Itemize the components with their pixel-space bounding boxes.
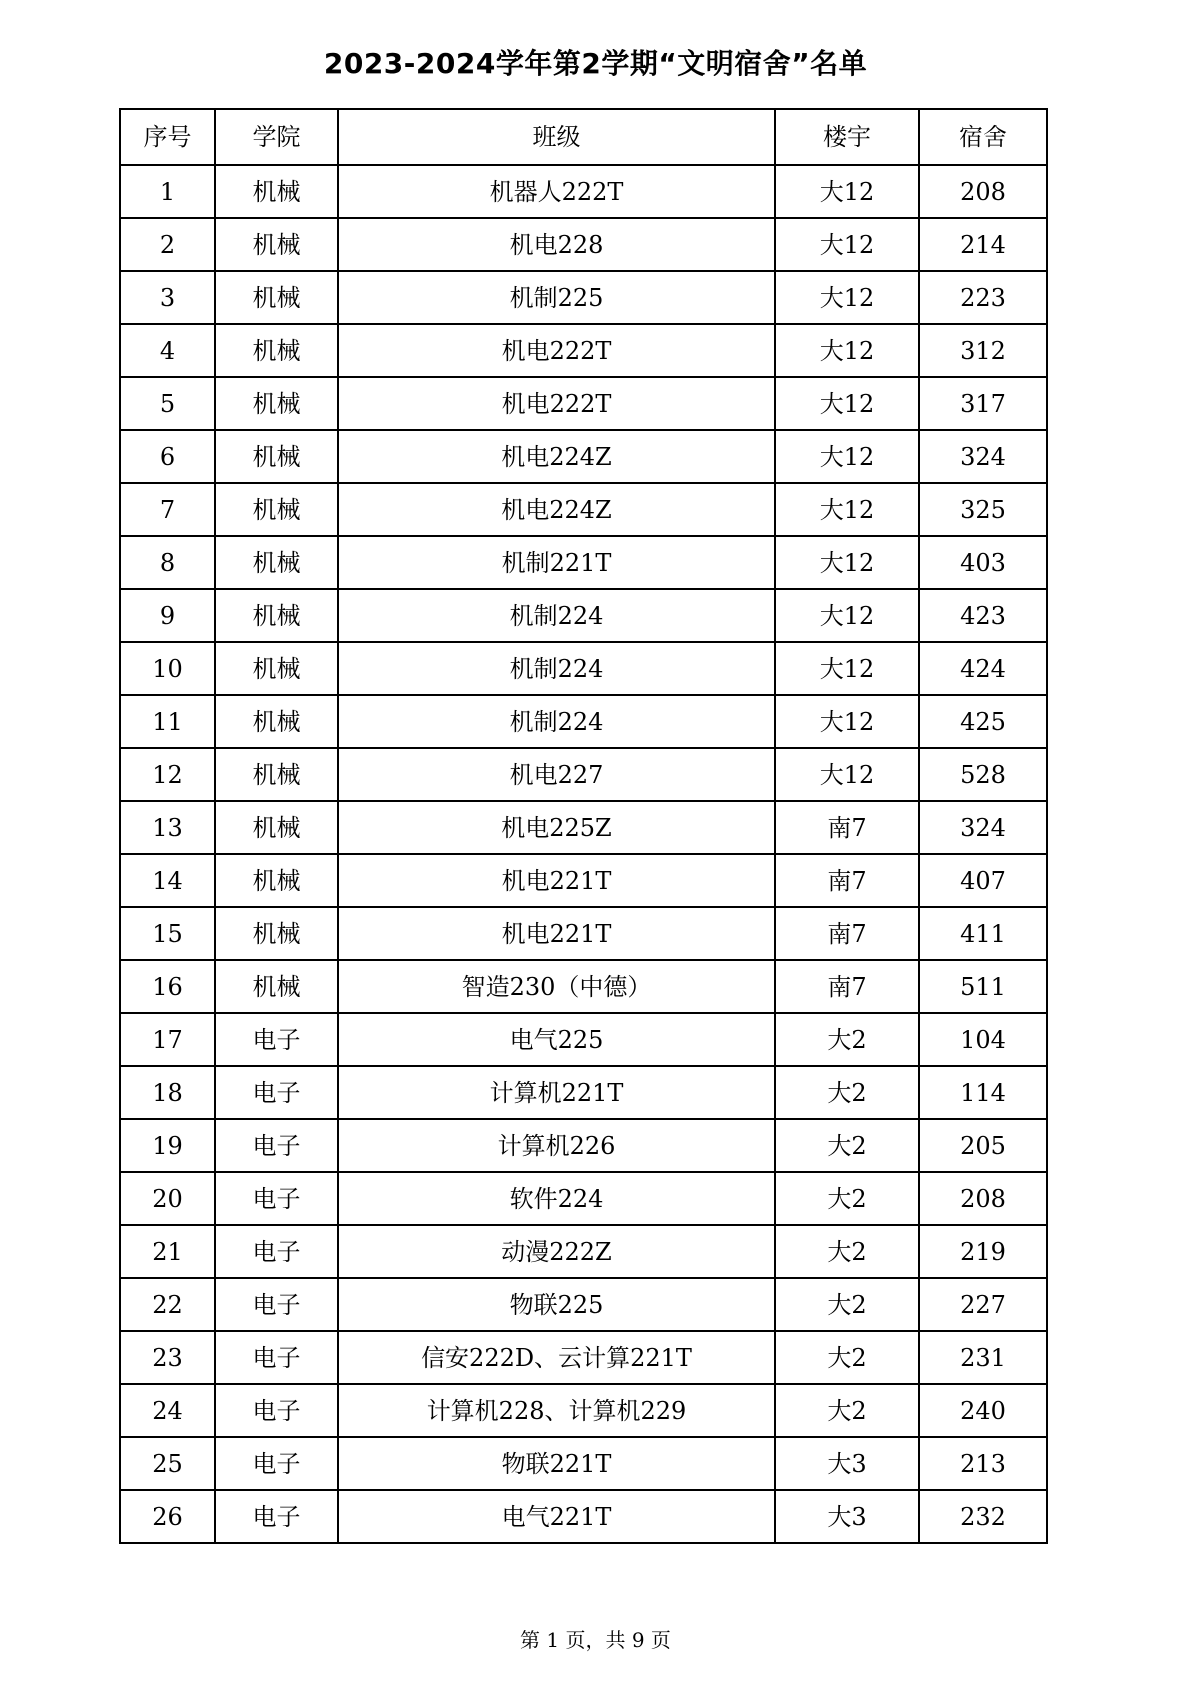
dormitory-table xyxy=(119,108,1048,1544)
cell-class: 机电224Z xyxy=(338,430,775,483)
cell-class: 电气225 xyxy=(338,1013,775,1066)
cell-room: 325 xyxy=(919,483,1047,536)
cell-college: 电子 xyxy=(215,1384,338,1437)
table-row xyxy=(120,430,1047,483)
cell-room: 317 xyxy=(919,377,1047,430)
cell-index: 14 xyxy=(120,854,215,907)
cell-building: 大3 xyxy=(775,1437,919,1490)
cell-college: 机械 xyxy=(215,642,338,695)
cell-index: 26 xyxy=(120,1490,215,1543)
cell-room: 411 xyxy=(919,907,1047,960)
cell-building: 大2 xyxy=(775,1066,919,1119)
cell-index: 23 xyxy=(120,1331,215,1384)
cell-class: 机电228 xyxy=(338,218,775,271)
cell-class: 机器人222T xyxy=(338,165,775,218)
cell-class: 物联221T xyxy=(338,1437,775,1490)
cell-index: 20 xyxy=(120,1172,215,1225)
cell-room: 114 xyxy=(919,1066,1047,1119)
cell-room: 240 xyxy=(919,1384,1047,1437)
cell-index: 5 xyxy=(120,377,215,430)
cell-index: 7 xyxy=(120,483,215,536)
table-row xyxy=(120,218,1047,271)
cell-class: 机电227 xyxy=(338,748,775,801)
cell-room: 424 xyxy=(919,642,1047,695)
cell-index: 8 xyxy=(120,536,215,589)
cell-index: 25 xyxy=(120,1437,215,1490)
cell-class: 计算机221T xyxy=(338,1066,775,1119)
cell-college: 机械 xyxy=(215,483,338,536)
cell-college: 机械 xyxy=(215,854,338,907)
page-footer: 第 1 页，共 9 页 xyxy=(520,1628,671,1652)
table-row xyxy=(120,960,1047,1013)
table-row xyxy=(120,1490,1047,1543)
cell-building: 大12 xyxy=(775,589,919,642)
cell-class: 机电225Z xyxy=(338,801,775,854)
table-row xyxy=(120,801,1047,854)
cell-college: 机械 xyxy=(215,748,338,801)
cell-building: 南7 xyxy=(775,801,919,854)
cell-building: 大2 xyxy=(775,1331,919,1384)
cell-class: 计算机226 xyxy=(338,1119,775,1172)
cell-college: 电子 xyxy=(215,1490,338,1543)
table-row xyxy=(120,1066,1047,1119)
cell-index: 19 xyxy=(120,1119,215,1172)
cell-building: 大3 xyxy=(775,1490,919,1543)
cell-room: 223 xyxy=(919,271,1047,324)
cell-building: 大2 xyxy=(775,1013,919,1066)
cell-index: 21 xyxy=(120,1225,215,1278)
cell-index: 24 xyxy=(120,1384,215,1437)
cell-college: 机械 xyxy=(215,324,338,377)
cell-room: 425 xyxy=(919,695,1047,748)
cell-college: 机械 xyxy=(215,165,338,218)
cell-index: 6 xyxy=(120,430,215,483)
cell-college: 电子 xyxy=(215,1172,338,1225)
cell-building: 大2 xyxy=(775,1225,919,1278)
cell-building: 南7 xyxy=(775,854,919,907)
cell-class: 机制224 xyxy=(338,695,775,748)
table-header-row xyxy=(120,109,1047,165)
table-row xyxy=(120,907,1047,960)
cell-college: 机械 xyxy=(215,960,338,1013)
cell-building: 南7 xyxy=(775,960,919,1013)
table-row xyxy=(120,324,1047,377)
cell-room: 423 xyxy=(919,589,1047,642)
cell-building: 大12 xyxy=(775,324,919,377)
cell-room: 312 xyxy=(919,324,1047,377)
cell-class: 机制221T xyxy=(338,536,775,589)
cell-class: 软件224 xyxy=(338,1172,775,1225)
cell-class: 机电222T xyxy=(338,324,775,377)
cell-building: 大12 xyxy=(775,748,919,801)
cell-room: 324 xyxy=(919,430,1047,483)
table-row xyxy=(120,1225,1047,1278)
header-room: 宿舍 xyxy=(919,109,1047,165)
table-row xyxy=(120,1437,1047,1490)
table-row xyxy=(120,165,1047,218)
table-row xyxy=(120,536,1047,589)
cell-room: 231 xyxy=(919,1331,1047,1384)
cell-college: 电子 xyxy=(215,1225,338,1278)
cell-room: 213 xyxy=(919,1437,1047,1490)
cell-class: 机电221T xyxy=(338,854,775,907)
cell-college: 电子 xyxy=(215,1437,338,1490)
cell-room: 208 xyxy=(919,165,1047,218)
cell-building: 大12 xyxy=(775,377,919,430)
cell-room: 403 xyxy=(919,536,1047,589)
cell-room: 511 xyxy=(919,960,1047,1013)
cell-college: 机械 xyxy=(215,589,338,642)
header-index: 序号 xyxy=(120,109,215,165)
cell-building: 南7 xyxy=(775,907,919,960)
cell-building: 大12 xyxy=(775,218,919,271)
cell-room: 214 xyxy=(919,218,1047,271)
cell-index: 2 xyxy=(120,218,215,271)
cell-index: 11 xyxy=(120,695,215,748)
cell-college: 机械 xyxy=(215,218,338,271)
cell-college: 机械 xyxy=(215,536,338,589)
cell-building: 大12 xyxy=(775,536,919,589)
header-building: 楼宇 xyxy=(775,109,919,165)
cell-class: 智造230（中德） xyxy=(338,960,775,1013)
cell-index: 12 xyxy=(120,748,215,801)
cell-index: 22 xyxy=(120,1278,215,1331)
table-row xyxy=(120,1172,1047,1225)
cell-room: 324 xyxy=(919,801,1047,854)
cell-class: 信安222D、云计算221T xyxy=(338,1331,775,1384)
cell-class: 计算机228、计算机229 xyxy=(338,1384,775,1437)
cell-index: 9 xyxy=(120,589,215,642)
cell-class: 动漫222Z xyxy=(338,1225,775,1278)
cell-index: 15 xyxy=(120,907,215,960)
cell-room: 208 xyxy=(919,1172,1047,1225)
cell-room: 407 xyxy=(919,854,1047,907)
table-row xyxy=(120,1331,1047,1384)
cell-class: 机制224 xyxy=(338,642,775,695)
cell-room: 104 xyxy=(919,1013,1047,1066)
cell-index: 3 xyxy=(120,271,215,324)
cell-room: 528 xyxy=(919,748,1047,801)
cell-room: 232 xyxy=(919,1490,1047,1543)
cell-index: 10 xyxy=(120,642,215,695)
cell-college: 机械 xyxy=(215,377,338,430)
table-row xyxy=(120,589,1047,642)
cell-college: 电子 xyxy=(215,1013,338,1066)
cell-building: 大2 xyxy=(775,1172,919,1225)
cell-building: 大2 xyxy=(775,1384,919,1437)
cell-index: 4 xyxy=(120,324,215,377)
cell-class: 物联225 xyxy=(338,1278,775,1331)
cell-index: 17 xyxy=(120,1013,215,1066)
cell-room: 227 xyxy=(919,1278,1047,1331)
cell-index: 18 xyxy=(120,1066,215,1119)
cell-college: 电子 xyxy=(215,1066,338,1119)
cell-college: 机械 xyxy=(215,907,338,960)
cell-index: 16 xyxy=(120,960,215,1013)
cell-college: 机械 xyxy=(215,271,338,324)
cell-building: 大12 xyxy=(775,271,919,324)
header-college: 学院 xyxy=(215,109,338,165)
cell-building: 大12 xyxy=(775,695,919,748)
cell-building: 大12 xyxy=(775,642,919,695)
table-row xyxy=(120,748,1047,801)
header-class: 班级 xyxy=(338,109,775,165)
cell-building: 大12 xyxy=(775,165,919,218)
table-row xyxy=(120,695,1047,748)
cell-room: 219 xyxy=(919,1225,1047,1278)
cell-class: 机电221T xyxy=(338,907,775,960)
table-row xyxy=(120,377,1047,430)
cell-class: 机电222T xyxy=(338,377,775,430)
table-row xyxy=(120,854,1047,907)
table-row xyxy=(120,1013,1047,1066)
cell-college: 机械 xyxy=(215,695,338,748)
cell-index: 1 xyxy=(120,165,215,218)
cell-college: 机械 xyxy=(215,430,338,483)
cell-building: 大12 xyxy=(775,430,919,483)
cell-college: 机械 xyxy=(215,801,338,854)
cell-college: 电子 xyxy=(215,1278,338,1331)
document-title: 2023-2024学年第2学期“文明宿舍”名单 xyxy=(323,47,868,80)
cell-building: 大2 xyxy=(775,1278,919,1331)
table-row xyxy=(120,1119,1047,1172)
table-body xyxy=(120,165,1047,1543)
cell-building: 大12 xyxy=(775,483,919,536)
cell-class: 机制225 xyxy=(338,271,775,324)
cell-class: 电气221T xyxy=(338,1490,775,1543)
cell-room: 205 xyxy=(919,1119,1047,1172)
table-row xyxy=(120,483,1047,536)
cell-class: 机制224 xyxy=(338,589,775,642)
table-row xyxy=(120,642,1047,695)
cell-building: 大2 xyxy=(775,1119,919,1172)
cell-class: 机电224Z xyxy=(338,483,775,536)
table-row xyxy=(120,1278,1047,1331)
table-row xyxy=(120,1384,1047,1437)
table-row xyxy=(120,271,1047,324)
cell-college: 电子 xyxy=(215,1331,338,1384)
cell-index: 13 xyxy=(120,801,215,854)
cell-college: 电子 xyxy=(215,1119,338,1172)
